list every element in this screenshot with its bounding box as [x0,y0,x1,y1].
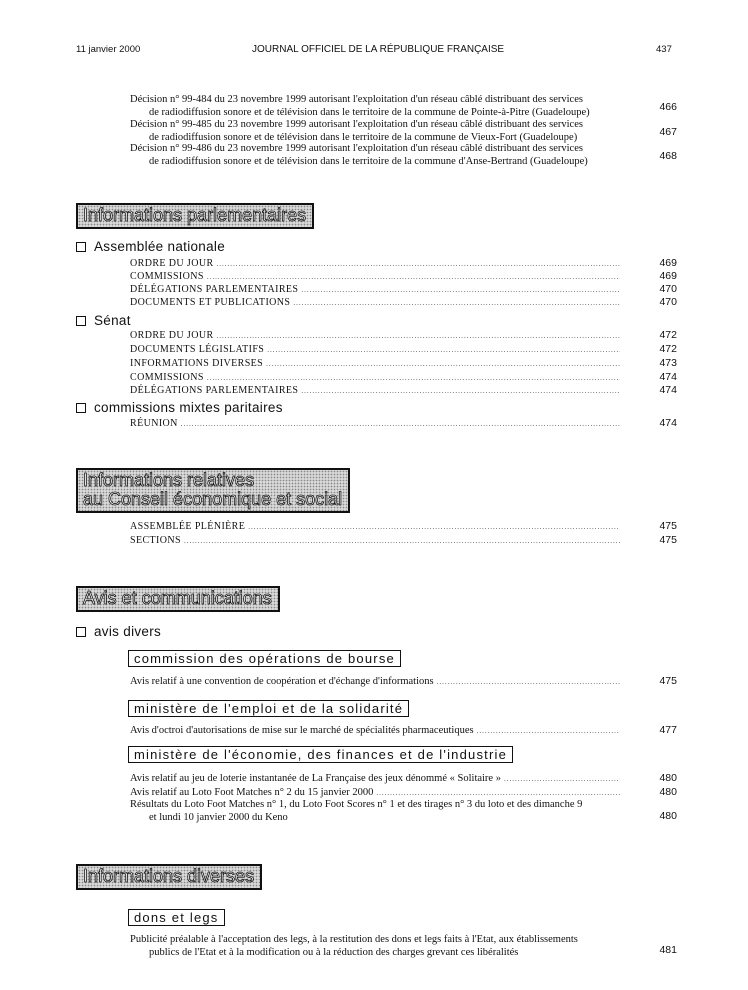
page-ref: 469 [659,257,677,269]
page-ref: 474 [659,371,677,383]
checkbox-square-icon [76,242,86,252]
page-ref: 467 [659,126,677,138]
toc-row: SECTIONS ..... [130,535,623,547]
page-ref: 472 [659,343,677,355]
checkbox-square-icon [76,627,86,637]
checkbox-square-icon [76,403,86,413]
ministry-box-economie: ministère de l'économie, des finances et de l'industrie [128,746,513,763]
section-title-parlementaires: Informations parlementaires [76,203,314,229]
page-ref: 468 [659,150,677,162]
group-assemblee-nationale: Assemblée nationale [76,239,225,254]
toc-row: ORDRE DU JOUR ..... [130,258,623,270]
toc-row: Avis relatif au Loto Foot Matches n° 2 du 15 janvier 2000 ..... [130,787,623,799]
header-title: JOURNAL OFFICIEL DE LA RÉPUBLIQUE FRANÇAISE [252,44,505,55]
page-ref: 480 [659,810,677,822]
group-commissions-mixtes-paritaires: commissions mixtes paritaires [76,400,283,415]
checkbox-square-icon [76,316,86,326]
toc-row: DÉLÉGATIONS PARLEMENTAIRES ..... [130,284,623,296]
ministry-box-cob: commission des opérations de bourse [128,650,401,667]
toc-row: ASSEMBLÉE PLÉNIÈRE ..... [130,521,623,533]
page-ref: 475 [659,520,677,532]
header-date: 11 janvier 2000 [76,44,141,55]
toc-row: DOCUMENTS LÉGISLATIFS ..... [130,344,623,356]
section-title-avis-communications: Avis et communications [76,586,280,612]
decision-entry: Décision n° 99-484 du 23 novembre 1999 autorisant l'exploitation d'un réseau câblé distribuant des services de radiodiffusion sonore et de télévision dans le territoire de la commune de Pointe-à-Pitre (Guadeloupe) [130,94,590,118]
page-ref: 474 [659,384,677,396]
toc-row: ORDRE DU JOUR ..... [130,330,623,342]
toc-row: Avis relatif à une convention de coopération et d'échange d'informations ..... [130,676,623,688]
page-ref: 480 [659,772,677,784]
page-ref: 473 [659,357,677,369]
page-ref: 480 [659,786,677,798]
toc-row: Avis d'octroi d'autorisations de mise sur le marché de spécialités pharmaceutiques ..... [130,725,623,737]
group-avis-divers: avis divers [76,624,161,639]
box-dons-et-legs: dons et legs [128,909,225,926]
page-ref: 475 [659,534,677,546]
page-ref: 469 [659,270,677,282]
page-ref: 474 [659,417,677,429]
group-senat: Sénat [76,313,131,328]
toc-row-multiline: Publicité préalable à l'acceptation des legs, à la restitution des dons et legs faits à l'Etat, aux établissements publics de l'Etat et à la modification ou à la réduction des charges grevant ces libéralités [130,934,578,958]
page-ref: 477 [659,724,677,736]
page-ref: 481 [659,944,677,956]
page-ref: 470 [659,283,677,295]
toc-row-multiline: Résultats du Loto Foot Matches n° 1, du Loto Foot Scores n° 1 et des tirages n° 3 du loto et des dimanche 9 et lundi 10 janvier 2000 du Keno [130,799,583,823]
page-ref: 470 [659,296,677,308]
toc-row: RÉUNION ..... [130,418,623,430]
page-ref: 466 [659,101,677,113]
page-ref: 472 [659,329,677,341]
toc-row: DOCUMENTS ET PUBLICATIONS ..... [130,297,623,309]
toc-row: COMMISSIONS ..... [130,271,623,283]
section-title-informations-diverses: Informations diverses [76,864,262,890]
page-ref: 475 [659,675,677,687]
decision-entry: Décision n° 99-486 du 23 novembre 1999 autorisant l'exploitation d'un réseau câblé distribuant des services de radiodiffusion sonore et de télévision dans le territoire de la commune d'Anse-Bertrand (Guadeloupe) [130,143,588,167]
toc-row: DÉLÉGATIONS PARLEMENTAIRES ..... [130,385,623,397]
ministry-box-emploi: ministère de l'emploi et de la solidarité [128,700,409,717]
toc-row: COMMISSIONS ..... [130,372,623,384]
decision-entry: Décision n° 99-485 du 23 novembre 1999 autorisant l'exploitation d'un réseau câblé distribuant des services de radiodiffusion sonore et de télévision dans le territoire de la commune de Vieux-Fort (Guadeloupe) [130,119,583,143]
section-title-conseil-economique: Informations relatives au Conseil économique et social [76,468,350,513]
toc-row: Avis relatif au jeu de loterie instantanée de La Française des jeux dénommé « Solitaire » ..... [130,773,623,785]
toc-row: INFORMATIONS DIVERSES ..... [130,358,623,370]
header-page-number: 437 [656,44,672,55]
